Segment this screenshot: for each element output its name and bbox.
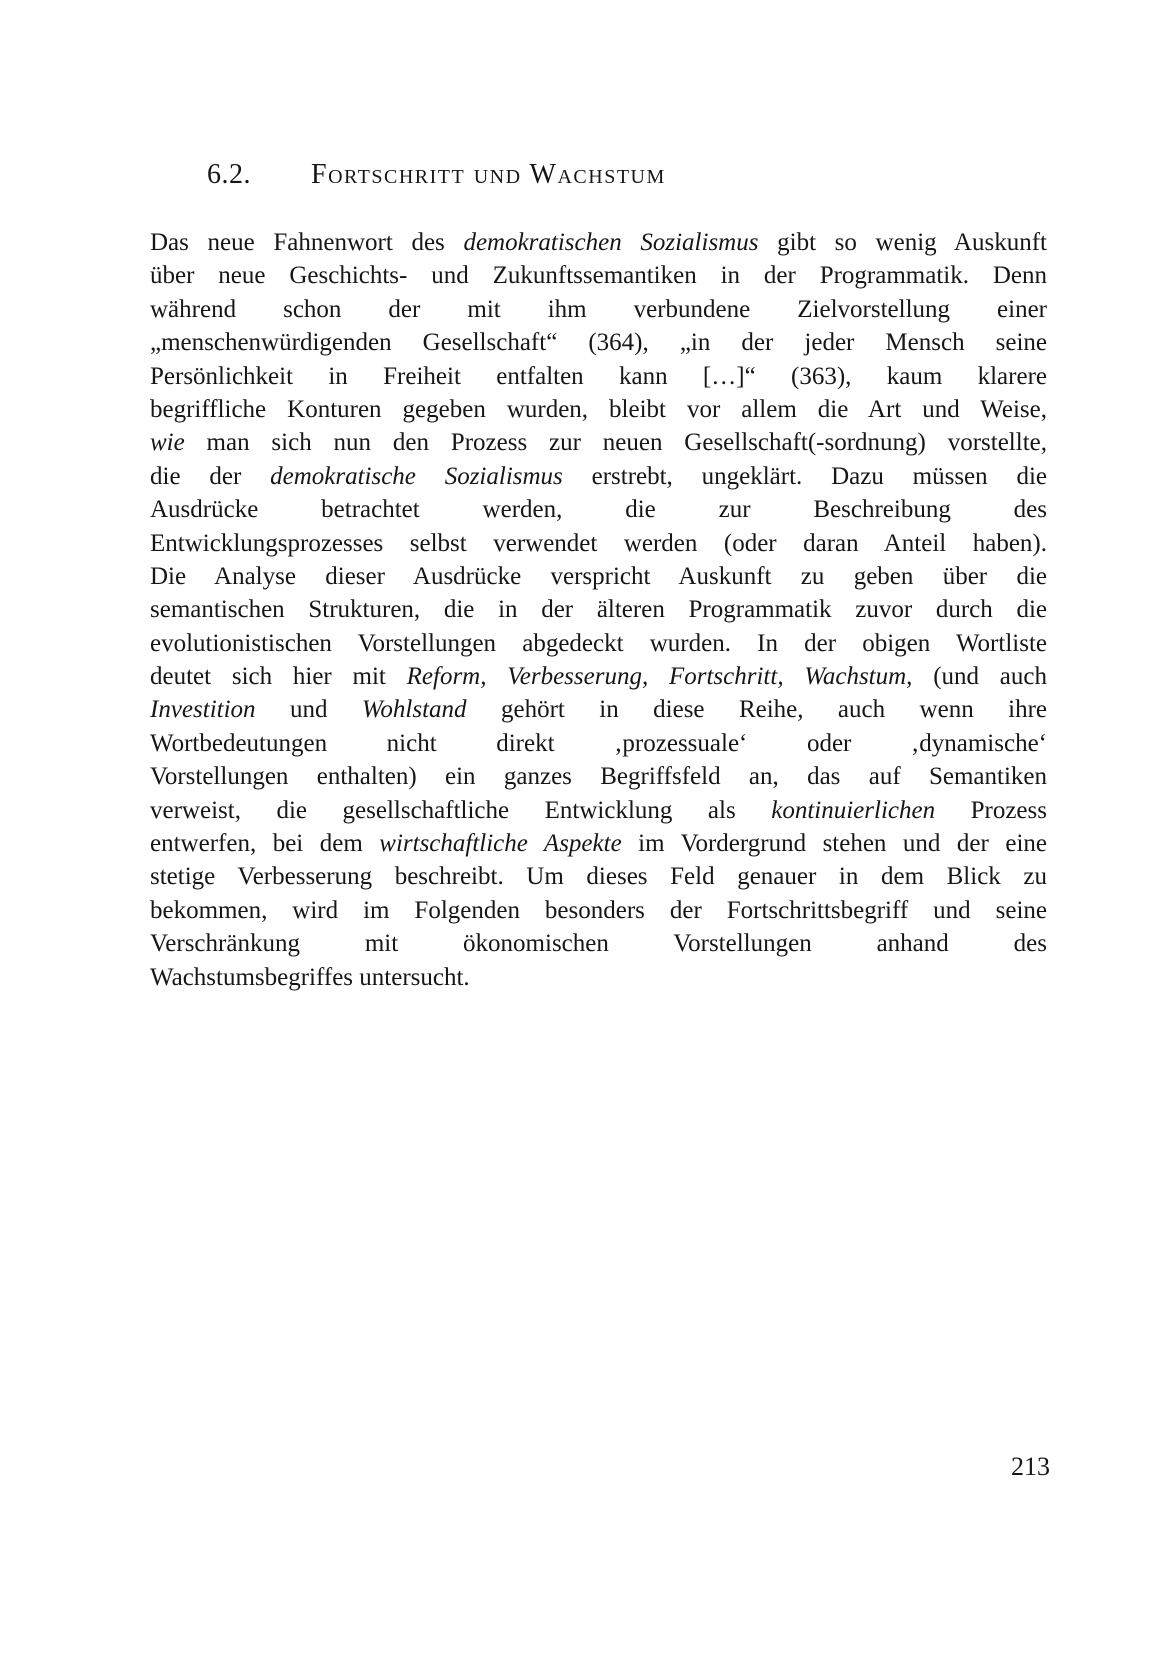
body-paragraph — [150, 226, 1047, 994]
text-segment: Wachstumsbegriffes untersucht. — [150, 963, 470, 991]
italic-text-segment: Investition — [150, 696, 256, 724]
paragraph-line — [150, 894, 1047, 927]
text-segment: begriffliche Konturen gegeben wurden, bleibt vor allem die Art und Weise, — [150, 395, 1047, 423]
paragraph-line — [150, 593, 1047, 626]
text-segment: Verschränkung mit ökonomischen Vorstellungen anhand des — [150, 930, 1047, 958]
text-segment: Ausdrücke betrachtet werden, die zur Beschreibung des — [150, 496, 1047, 524]
paragraph-line — [150, 860, 1047, 893]
section-title: Fortschritt und Wachstum — [311, 159, 666, 190]
text-segment: Vorstellungen enthalten) ein ganzes Begriffsfeld an, das auf Semantiken — [150, 763, 1047, 791]
text-segment: erstrebt, ungeklärt. Dazu müssen die — [562, 462, 1047, 490]
text-segment: stetige Verbesserung beschreibt. Um dieses Feld genauer in dem Blick zu — [150, 863, 1047, 891]
text-segment: Wortbedeutungen nicht direkt ‚prozessuale‘ oder ‚dynamische‘ — [150, 729, 1047, 757]
paragraph-line — [150, 527, 1047, 560]
text-segment: Das neue Fahnenwort des — [150, 229, 464, 256]
paragraph-line — [150, 927, 1047, 960]
section-heading — [150, 158, 1047, 192]
paragraph-line — [150, 493, 1047, 526]
paragraph-line — [150, 360, 1047, 393]
text-segment: die der — [150, 462, 271, 490]
text-segment: evolutionistischen Vorstellungen abgedeckt wurden. In der obigen Wortliste — [150, 629, 1047, 657]
text-segment: bekommen, wird im Folgenden besonders der Fortschrittsbegriff und seine — [150, 896, 1047, 924]
text-segment: „menschenwürdigenden Gesellschaft“ (364), „in der jeder Mensch seine — [150, 329, 1047, 357]
text-segment: verweist, die gesellschaftliche Entwicklung als — [150, 796, 772, 824]
paragraph-line — [150, 426, 1047, 459]
text-segment: (und auch — [912, 663, 1047, 691]
paragraph-line — [150, 727, 1047, 760]
text-segment: deutet sich hier mit — [150, 663, 407, 691]
paragraph-line — [150, 226, 1047, 259]
text-segment: im Vordergrund stehen und der eine — [621, 830, 1047, 858]
text-segment: gehört in diese Reihe, auch wenn ihre — [466, 696, 1047, 724]
italic-text-segment: wirtschaftliche Aspekte — [379, 830, 622, 858]
text-segment: man sich nun den Prozess zur neuen Gesellschaft(-sordnung) vorstellte, — [184, 429, 1047, 457]
paragraph-line — [150, 627, 1047, 660]
text-segment: gibt so wenig Auskunft — [758, 229, 1047, 256]
italic-text-segment: demokratischen Sozialismus — [463, 229, 759, 256]
paragraph-line — [150, 827, 1047, 860]
text-segment: über neue Geschichts- und Zukunftssemantiken in der Programmatik. Denn — [150, 262, 1047, 290]
text-segment: Entwicklungsprozesses selbst verwendet werden (oder daran Anteil haben). — [150, 529, 1047, 557]
paragraph-line — [150, 693, 1047, 726]
paragraph-line — [150, 393, 1047, 426]
paragraph-line — [150, 560, 1047, 593]
paragraph-line — [150, 326, 1047, 359]
italic-text-segment: Reform, Verbesserung, Fortschritt, Wachstum, — [406, 663, 913, 691]
paragraph-line — [150, 259, 1047, 292]
paragraph-line — [150, 794, 1047, 827]
paragraph-line — [150, 293, 1047, 326]
page-number: 213 — [1011, 1452, 1050, 1481]
text-segment: semantischen Strukturen, die in der älteren Programmatik zuvor durch die — [150, 596, 1047, 624]
italic-text-segment: Wohlstand — [361, 696, 467, 724]
text-segment: und — [255, 696, 362, 724]
text-segment: entwerfen, bei dem — [150, 830, 380, 858]
text-segment: während schon der mit ihm verbundene Zielvorstellung einer — [150, 295, 1047, 323]
section-number: 6.2. — [207, 159, 251, 190]
italic-text-segment: wie — [150, 429, 185, 457]
paragraph-line — [150, 760, 1047, 793]
paragraph-line — [150, 460, 1047, 493]
text-segment: Persönlichkeit in Freiheit entfalten kann […]“ (363), kaum klarere — [150, 362, 1047, 390]
paragraph-line — [150, 961, 1047, 994]
text-block — [150, 0, 1047, 994]
text-segment: Die Analyse dieser Ausdrücke verspricht Auskunft zu geben über die — [150, 562, 1047, 590]
italic-text-segment: demokratische Sozialismus — [270, 462, 563, 490]
italic-text-segment: kontinuierlichen — [771, 796, 936, 824]
text-segment: Prozess — [935, 796, 1047, 824]
paragraph-line — [150, 660, 1047, 693]
